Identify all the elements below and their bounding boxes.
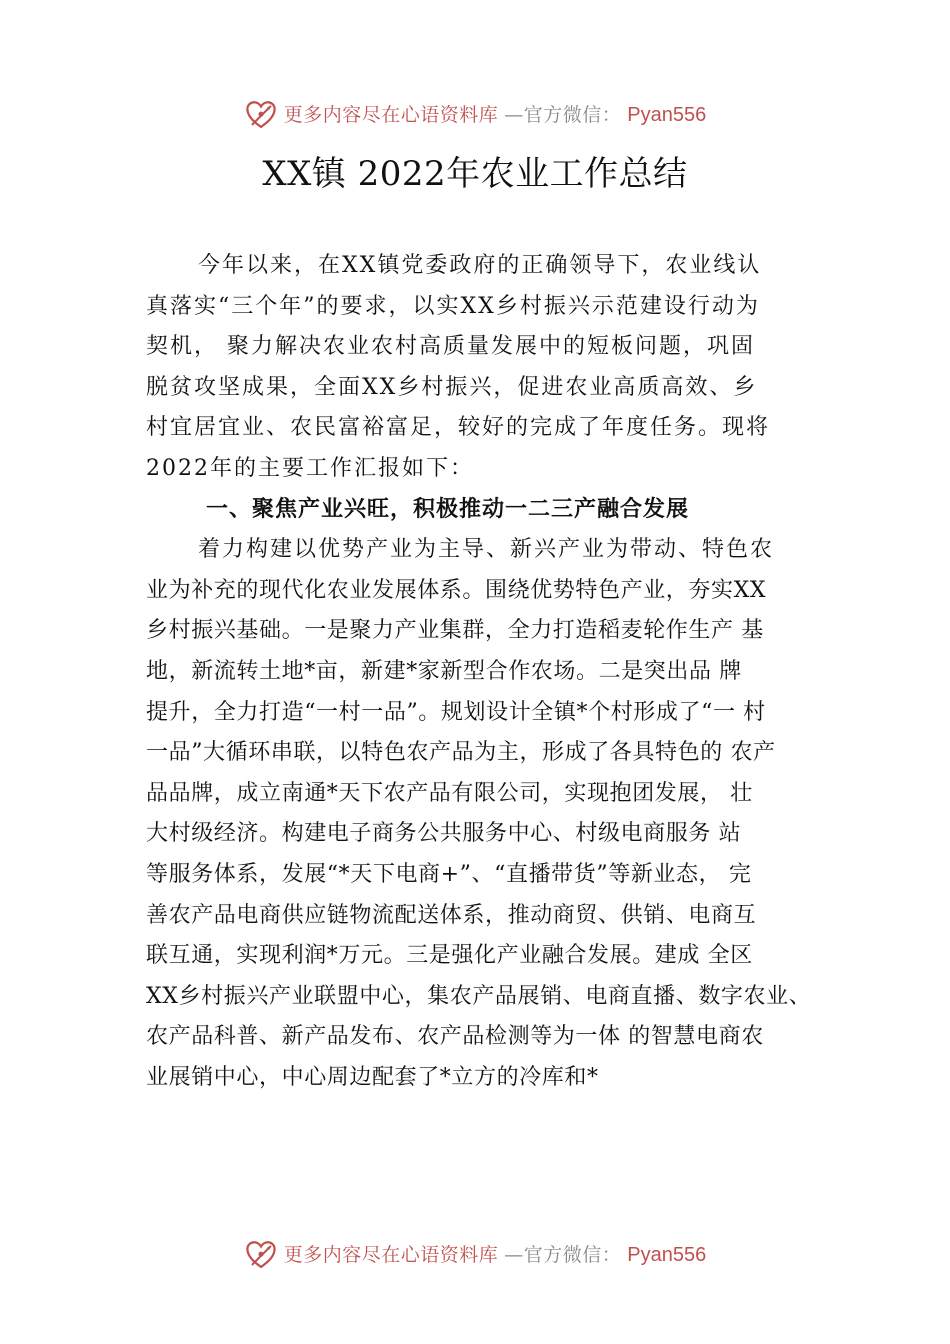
watermark-contact-text: —官方微信： [504,1244,622,1266]
watermark-brand-text: 更多内容尽在心语资料库 [283,104,499,126]
paragraph-line: 乡村振兴基础。一是聚力产业集群，全力打造稻麦轮作生产 基 [146,618,764,644]
document-body [146,246,846,1098]
paragraph-line: 联互通，实现利润*万元。三是强化产业融合发展。建成 全区 [146,943,753,969]
paragraph-line: 一品”大循环串联，以特色农产品为主，形成了各具特色的 农产 [146,740,776,766]
paragraph-line: 今年以来，在XX镇党委政府的正确领导下，农业线认 [198,253,762,278]
paragraph-line: 农产品科普、新产品发布、农产品检测等为一体 的智慧电商农 [146,1024,764,1050]
paragraph-line: 大村级经济。构建电子商务公共服务中心、村级电商服务 站 [146,821,742,847]
paragraph-line: 品品牌，成立南通*天下农产品有限公司，实现抱团发展， 壮 [146,780,753,806]
paragraph-line: 提升，全力打造“一村一品”。规划设计全镇*个村形成了“一 村 [146,699,766,725]
paragraph-line: 脱贫攻坚成果，全面XX乡村振兴，促进农业高质高效、乡 [146,374,758,400]
watermark-banner-top [0,98,950,132]
paragraph-line: XX乡村振兴产业联盟中心，集农产品展销、电商直播、数字农业、 [146,983,812,1009]
paragraph-line: 2022年的主要工作汇报如下： [146,455,474,481]
section-heading: 一、聚焦产业兴旺，积极推动一二三产融合发展 [206,496,690,522]
paragraph-line: 业展销中心，中心周边配套了*立方的冷库和* [146,1064,599,1090]
paragraph-line: 真落实“三个年”的要求，以实XX乡村振兴示范建设行动为 [146,293,760,319]
paragraph-line: 善农产品电商供应链物流配送体系，推动商贸、供销、电商互 [146,902,757,928]
paragraph-line: 等服务体系，发展“*天下电商+”、“直播带货”等新业态， 完 [146,861,752,887]
heart-quill-logo-icon [244,98,278,132]
paragraph-line: 地，新流转土地*亩，新建*家新型合作农场。二是突出品 牌 [146,658,742,684]
watermark-banner-bottom [0,1238,950,1272]
paragraph-line: 着力构建以优势产业为主导、新兴产业为带动、特色农 [198,537,775,563]
paragraph-line: 契机， 聚力解决农业农村高质量发展中的短板问题，巩固 [146,334,755,360]
watermark-wechat-id: Pyan556 [627,104,707,126]
heart-quill-logo-icon [244,1238,278,1272]
document-title: XX镇 2022年农业工作总结 [262,154,688,194]
watermark-brand-text: 更多内容尽在心语资料库 [283,1244,499,1266]
watermark-contact-text: —官方微信： [504,104,622,126]
paragraph-line: 业为补充的现代化农业发展体系。围绕优势特色产业，夯实XX [146,577,767,603]
watermark-wechat-id: Pyan556 [627,1244,707,1266]
paragraph-line: 村宜居宜业、农民富裕富足，较好的完成了年度任务。现将 [146,415,771,441]
